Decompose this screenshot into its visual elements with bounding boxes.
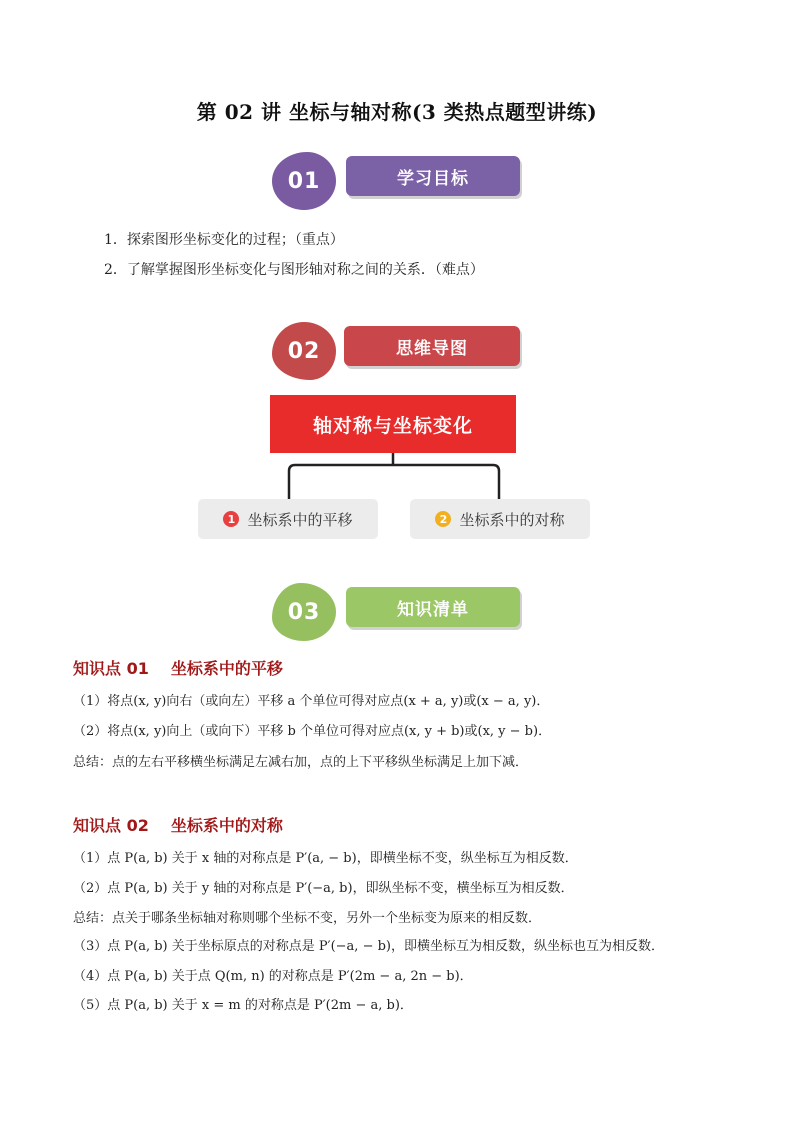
kp2-summary: 总结：点关于哪条坐标轴对称则哪个坐标不变，另外一个坐标变为原来的相反数．	[73, 911, 542, 926]
section-03-number: 03	[287, 599, 321, 625]
knowledge-point-1-title	[73, 656, 283, 679]
kp2-name: 坐标系中的对称	[170, 816, 283, 835]
section-01-number: 01	[287, 168, 321, 194]
kp2-line-4: （4）点 P(a, b) 关于点 Q(m, n) 的对称点是 P′(2m − a, 2n − b)．	[73, 969, 473, 984]
kp1-summary: 总结：点的左右平移横坐标满足左减右加，点的上下平移纵坐标满足上加下减．	[73, 755, 529, 770]
mindmap-connectors	[270, 453, 520, 501]
section-01-label: 学习目标	[397, 168, 469, 189]
kp2-line-2: （2）点 P(a, b) 关于 y 轴的对称点是 P′(−a, b)，即纵坐标不变，横坐标互为相反数．	[73, 881, 574, 896]
mindmap-node-2	[410, 499, 590, 539]
section-03-label-badge	[346, 587, 520, 627]
kp2-number: 知识点 02	[73, 816, 149, 835]
node-2-number-icon: 2	[435, 511, 451, 527]
mindmap-node-1	[198, 499, 378, 539]
kp1-number: 知识点 01	[73, 659, 149, 678]
section-03-number-badge	[272, 583, 336, 641]
kp1-line-2: （2）将点(x, y)向上（或向下）平移 b 个单位可得对应点(x, y + b)或(x, y − b)．	[73, 724, 552, 739]
section-02-number-badge	[272, 322, 336, 380]
kp2-line-5: （5）点 P(a, b) 关于 x = m 的对称点是 P′(2m − a, b)．	[73, 998, 413, 1013]
kp1-line-1: （1）将点(x, y)向右（或向左）平移 a 个单位可得对应点(x + a, y)或(x − a, y)．	[73, 694, 550, 709]
section-01-number-badge	[272, 152, 336, 210]
section-02-number: 02	[287, 338, 321, 364]
kp2-line-3: （3）点 P(a, b) 关于坐标原点的对称点是 P′(−a, − b)，即横坐标互为相反数，纵坐标也互为相反数．	[73, 939, 664, 954]
mindmap-root	[270, 395, 516, 453]
section-02-label-badge	[344, 326, 520, 366]
goal-item-1: 1．探索图形坐标变化的过程；（重点）	[104, 232, 344, 248]
node-1-number-icon: 1	[223, 511, 239, 527]
goal-item-2: 2．了解掌握图形坐标变化与图形轴对称之间的关系．（难点）	[104, 262, 484, 278]
section-01-label-badge	[346, 156, 520, 196]
kp2-line-1: （1）点 P(a, b) 关于 x 轴的对称点是 P′(a, − b)，即横坐标不变，纵坐标互为相反数．	[73, 851, 578, 866]
node-1-label: 坐标系中的平移	[247, 510, 353, 529]
mindmap-root-label: 轴对称与坐标变化	[312, 414, 473, 437]
section-03-label: 知识清单	[397, 599, 469, 620]
section-02-label: 思维导图	[396, 338, 468, 359]
knowledge-point-2-title	[73, 813, 283, 836]
connector-branch	[289, 465, 499, 500]
page-title: 第 02 讲 坐标与轴对称(3 类热点题型讲练)	[196, 100, 598, 124]
node-2-label: 坐标系中的对称	[459, 510, 565, 529]
kp1-name: 坐标系中的平移	[170, 659, 283, 678]
